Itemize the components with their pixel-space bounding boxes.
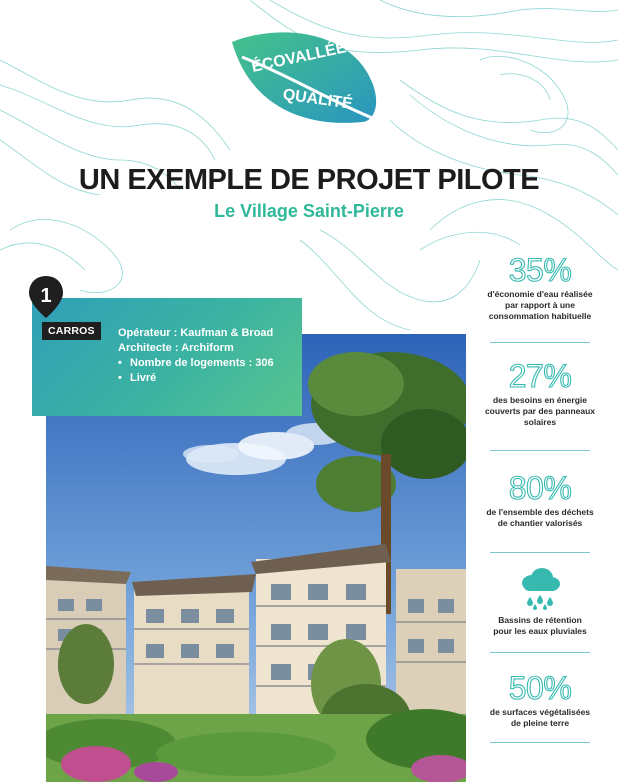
operator-line: Opérateur : Kaufman & Broad	[118, 327, 274, 339]
architect-line: Architecte : Archiform	[118, 342, 234, 354]
project-number: 1	[40, 285, 52, 307]
stat-value: 27%	[508, 358, 572, 394]
page-subtitle: Le Village Saint-Pierre	[214, 201, 404, 221]
stat-desc-line: solaires	[523, 417, 557, 427]
location-pin-icon	[26, 274, 66, 320]
logo-line2: QUALITÉ	[281, 86, 354, 113]
stat-desc-line: de chantier valorisés	[497, 518, 583, 528]
stat-divider	[490, 342, 590, 343]
stat-desc-line: d'économie d'eau réalisée	[487, 289, 593, 299]
status-text: Livré	[130, 372, 157, 384]
housing-count-text: Nombre de logements : 306	[130, 357, 274, 369]
stat-desc-line: par rapport à une	[505, 300, 575, 310]
stat-desc-line: couverts par des panneaux	[484, 406, 596, 416]
stat-waste-recovery	[478, 470, 602, 529]
stat-divider	[490, 742, 590, 743]
stat-desc-line: de surfaces végétalisées	[489, 707, 591, 717]
ecovallee-qualite-logo	[222, 22, 392, 132]
stat-rainwater-basins	[478, 614, 602, 637]
stat-description	[478, 707, 602, 729]
stat-solar-energy	[478, 358, 602, 428]
stat-description	[478, 395, 602, 428]
city-tag: CARROS	[42, 322, 101, 340]
stat-divider	[490, 450, 590, 451]
stat-description	[478, 615, 602, 637]
rain-cloud-icon	[518, 567, 562, 611]
stat-desc-line: des besoins en énergie	[492, 395, 587, 405]
stat-green-surfaces	[478, 670, 602, 729]
stat-value: 50%	[508, 670, 572, 706]
status-line	[118, 371, 274, 386]
stat-desc-line: de pleine terre	[510, 718, 570, 728]
stat-divider	[490, 652, 590, 653]
stat-description	[478, 289, 602, 322]
stat-water-saving	[478, 252, 602, 322]
stat-desc-line: de l'ensemble des déchets	[486, 507, 594, 517]
stat-desc-line: consommation habituelle	[488, 311, 592, 321]
stat-description	[478, 507, 602, 529]
stat-desc-line: pour les eaux pluviales	[493, 626, 587, 636]
stat-divider	[490, 552, 590, 553]
stat-value: 35%	[508, 252, 572, 288]
housing-count-line	[118, 356, 274, 371]
logo-line1: ÉCOVALLÉE	[250, 39, 349, 76]
page-title: UN EXEMPLE DE PROJET PILOTE	[78, 164, 540, 196]
stat-desc-line: Bassins de rétention	[498, 615, 582, 625]
project-details	[118, 326, 274, 386]
stat-value: 80%	[508, 470, 572, 506]
